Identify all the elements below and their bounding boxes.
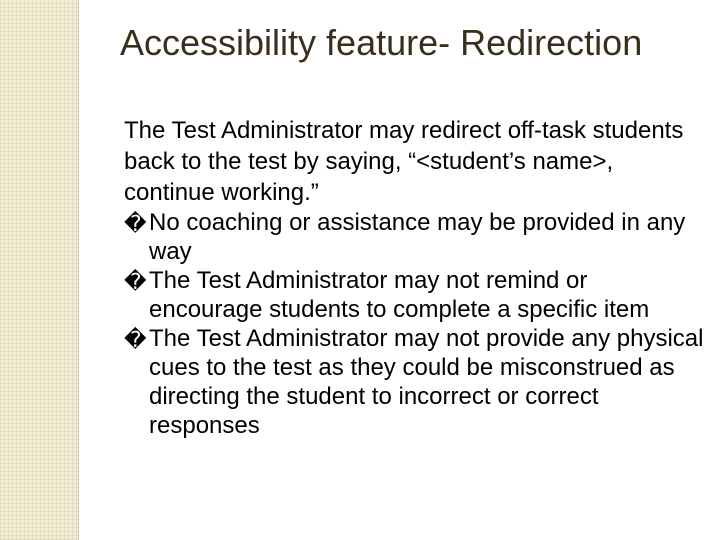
bullet-item <box>124 266 704 324</box>
bullet-item <box>124 324 704 440</box>
slide-title: Accessibility feature- Redirection <box>120 22 643 63</box>
bullet-text: The Test Administrator may not provide any physical cues to the test as they could be misconstrued as directing the student to incorrect or correct responses <box>149 325 704 439</box>
bullet-text: No coaching or assistance may be provided in any way <box>149 209 686 265</box>
bullet-icon: � <box>124 211 147 236</box>
slide-body <box>124 115 704 440</box>
decorative-divider <box>78 0 79 540</box>
intro-paragraph: The Test Administrator may redirect off-task students back to the test by saying, “<student’s name>, continue working.” <box>124 117 684 206</box>
decorative-side-band <box>0 0 78 540</box>
bullet-item <box>124 208 704 266</box>
bullet-icon: � <box>124 269 147 294</box>
bullet-icon: � <box>124 327 147 352</box>
bullet-text: The Test Administrator may not remind or encourage students to complete a specific item <box>149 267 650 323</box>
